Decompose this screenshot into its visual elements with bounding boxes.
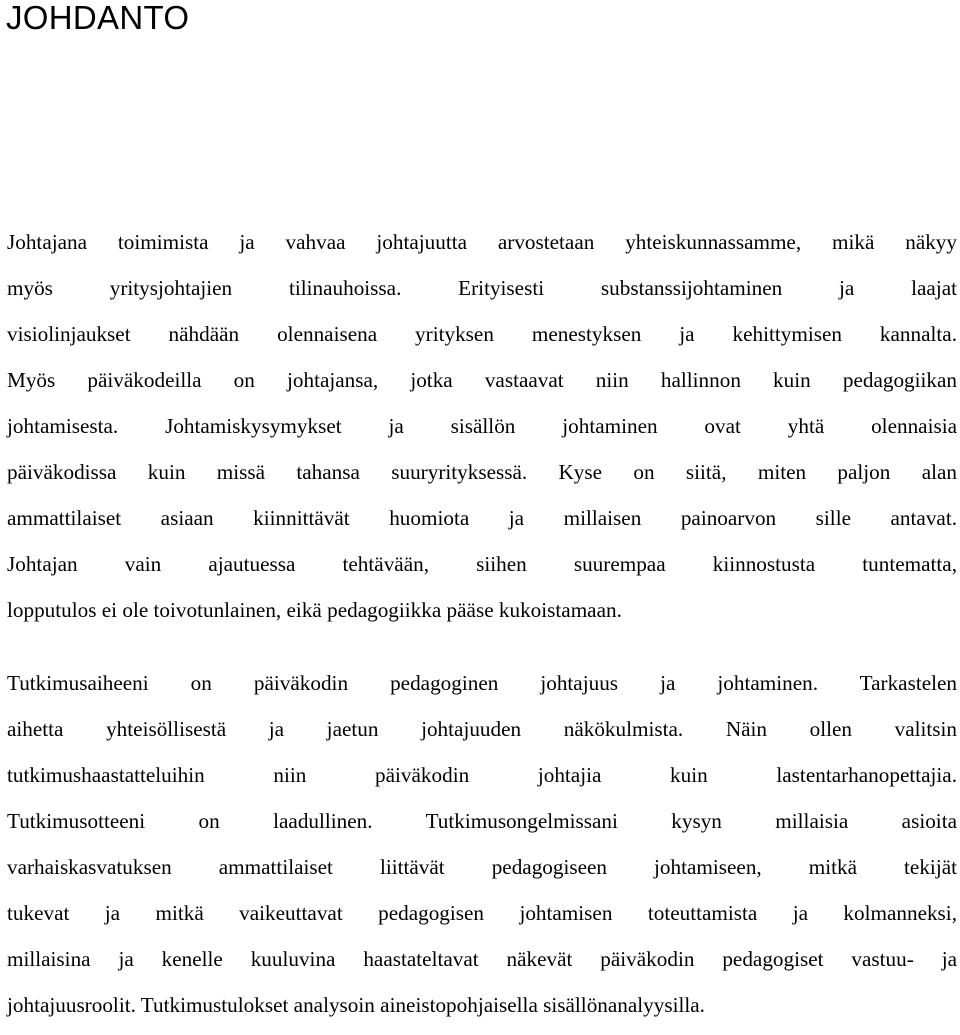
text-line: lopputulos ei ole toivotunlainen, eikä pedagogiikka pääse kukoistamaan. <box>7 598 622 622</box>
text-line: päiväkodissa kuin missä tahansa suuryrityksessä. Kyse on siitä, miten paljon alan <box>7 460 957 484</box>
text-line: Tutkimusaiheeni on päiväkodin pedagoginen johtajuus ja johtaminen. Tarkastelen <box>7 671 957 695</box>
text-line: aihetta yhteisöllisestä ja jaetun johtajuuden näkökulmista. Näin ollen valitsin <box>7 717 957 741</box>
chapter-heading: JOHDANTO <box>6 0 190 36</box>
text-line: johtajuusroolit. Tutkimustulokset analysoin aineistopohjaisella sisällönanalyysilla. <box>7 993 705 1017</box>
paragraph-intro <box>7 226 957 640</box>
text-line: ammattilaiset asiaan kiinnittävät huomiota ja millaisen painoarvon sille antavat. <box>7 506 957 530</box>
text-line: johtamisesta. Johtamiskysymykset ja sisällön johtaminen ovat yhtä olennaisia <box>7 414 957 438</box>
text-line: tutkimushaastatteluihin niin päiväkodin johtajia kuin lastentarhanopettajia. <box>7 763 957 787</box>
text-line: tukevat ja mitkä vaikeuttavat pedagogisen johtamisen toteuttamista ja kolmanneksi, <box>7 901 957 925</box>
text-line: Johtajan vain ajautuessa tehtävään, siihen suurempaa kiinnostusta tuntematta, <box>7 552 957 576</box>
text-line: visiolinjaukset nähdään olennaisena yrityksen menestyksen ja kehittymisen kannalta. <box>7 322 957 346</box>
text-line: myös yritysjohtajien tilinauhoissa. Erityisesti substanssijohtaminen ja laajat <box>7 276 957 300</box>
text-line: Myös päiväkodeilla on johtajansa, jotka vastaavat niin hallinnon kuin pedagogiikan <box>7 368 957 392</box>
text-line: millaisina ja kenelle kuuluvina haastateltavat näkevät päiväkodin pedagogiset vastuu- ja <box>7 947 957 971</box>
text-line: varhaiskasvatuksen ammattilaiset liittävät pedagogiseen johtamiseen, mitkä tekijät <box>7 855 957 879</box>
text-line: Tutkimusotteeni on laadullinen. Tutkimusongelmissani kysyn millaisia asioita <box>7 809 957 833</box>
text-line: Johtajana toimimista ja vahvaa johtajuutta arvostetaan yhteiskunnassamme, mikä näkyy <box>7 230 957 254</box>
paragraph-research-topic <box>7 667 957 1035</box>
